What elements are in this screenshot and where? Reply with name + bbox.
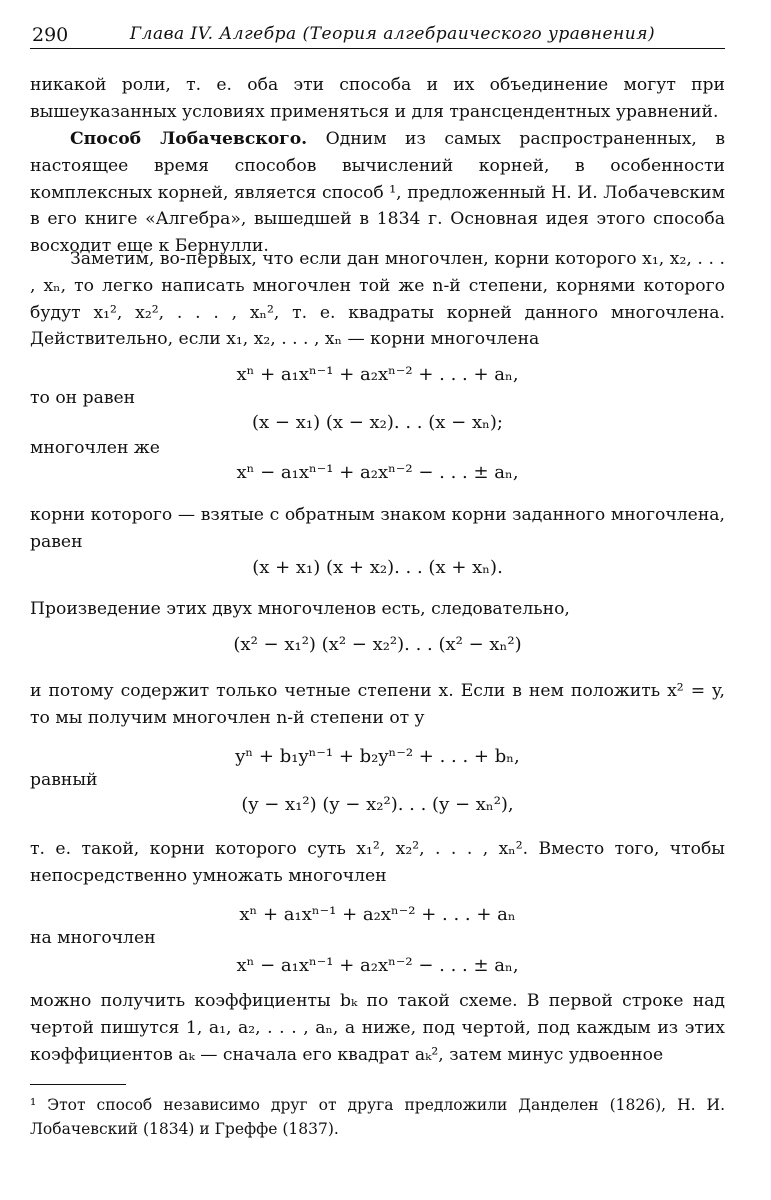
- paragraph-squares-of-roots: Заметим, во-первых, что если дан многочлен, корни которого x₁, x₂, . . . , xₙ, то легко написать многочлен той же n-й степени, корнями которого будут x₁², x₂², . . . , xₙ², т. е. квадраты корней данного многочлена. Действительно, если x₁, x₂, . . . , xₙ — корни многочлена: [30, 249, 725, 350]
- footnote-divider: [30, 1084, 126, 1085]
- paragraph-negated-roots: корни которого — взятые с обратным знаком корни заданного многочлена, равен: [30, 505, 725, 552]
- label-equals: то он равен: [30, 388, 136, 408]
- page-number: 290: [32, 24, 69, 46]
- footnote: ¹ Этот способ независимо друг от друга предложили Данделен (1826), Н. И. Лобачевский (1834) и Греффе (1837).: [30, 1096, 725, 1138]
- running-head: Глава IV. Алгебра (Теория алгебраического уравнения): [129, 24, 656, 44]
- formula-factorization: (x − x₁) (x − x₂). . . (x − xₙ);: [252, 412, 503, 433]
- formula-alternating-polynomial: xⁿ − a₁xⁿ⁻¹ + a₂xⁿ⁻² − . . . ± aₙ,: [236, 462, 519, 483]
- formula-alternating-repeat: xⁿ − a₁xⁿ⁻¹ + a₂xⁿ⁻² − . . . ± aₙ,: [236, 955, 519, 976]
- formula-product: (x² − x₁²) (x² − x₂²). . . (x² − xₙ²): [233, 634, 522, 655]
- section-heading: Способ Лобачевского.: [70, 129, 308, 149]
- formula-polynomial-repeat: xⁿ + a₁xⁿ⁻¹ + a₂xⁿ⁻² + . . . + aₙ: [239, 904, 516, 925]
- formula-y-factorization: (y − x₁²) (y − x₂²). . . (y − xₙ²),: [241, 794, 514, 815]
- formula-negated-factorization: (x + x₁) (x + x₂). . . (x + xₙ).: [252, 557, 503, 578]
- paragraph-product: Произведение этих двух многочленов есть, следовательно,: [30, 599, 570, 619]
- label-polynomial-also: многочлен же: [30, 438, 160, 458]
- paragraph-continuation: никакой роли, т. е. оба эти способа и их объединение могут при вышеуказанных условиях применяться и для трансцендентных уравнений.: [30, 75, 725, 122]
- paragraph-coefficient-scheme: можно получить коэффициенты bₖ по такой схеме. В первой строке над чертой пишутся 1, a₁, a₂, . . . , aₙ, а ниже, под чертой, под каждым из этих коэффициентов aₖ — сначала его квадрат aₖ², затем минус удвоенное: [30, 991, 725, 1065]
- label-by-polynomial: на многочлен: [30, 928, 156, 948]
- paragraph-lobachevsky-method: [30, 126, 725, 260]
- page-header: [30, 22, 725, 49]
- paragraph-instead-of-multiplying: т. е. такой, корни которого суть x₁², x₂², . . . , xₙ². Вместо того, чтобы непосредственно умножать многочлен: [30, 839, 725, 886]
- paragraph-lobachevsky-text: Одним из самых распространенных, в настоящее время способов вычислений корней, в особенности комплексных корней, является способ ¹, предложенный Н. И. Лобачевским в его книге «Алгебра», вышедшей в 1834 г. Основная идея этого способа восходит еще к Бернулли.: [30, 129, 725, 257]
- paragraph-even-powers: и потому содержит только четные степени x. Если в нем положить x² = y, то мы получим многочлен n-й степени от y: [30, 681, 725, 728]
- label-equal-to: равный: [30, 770, 98, 790]
- book-page: [30, 0, 725, 1200]
- formula-polynomial: xⁿ + a₁xⁿ⁻¹ + a₂xⁿ⁻² + . . . + aₙ,: [236, 364, 519, 385]
- formula-y-polynomial: yⁿ + b₁yⁿ⁻¹ + b₂yⁿ⁻² + . . . + bₙ,: [235, 746, 520, 767]
